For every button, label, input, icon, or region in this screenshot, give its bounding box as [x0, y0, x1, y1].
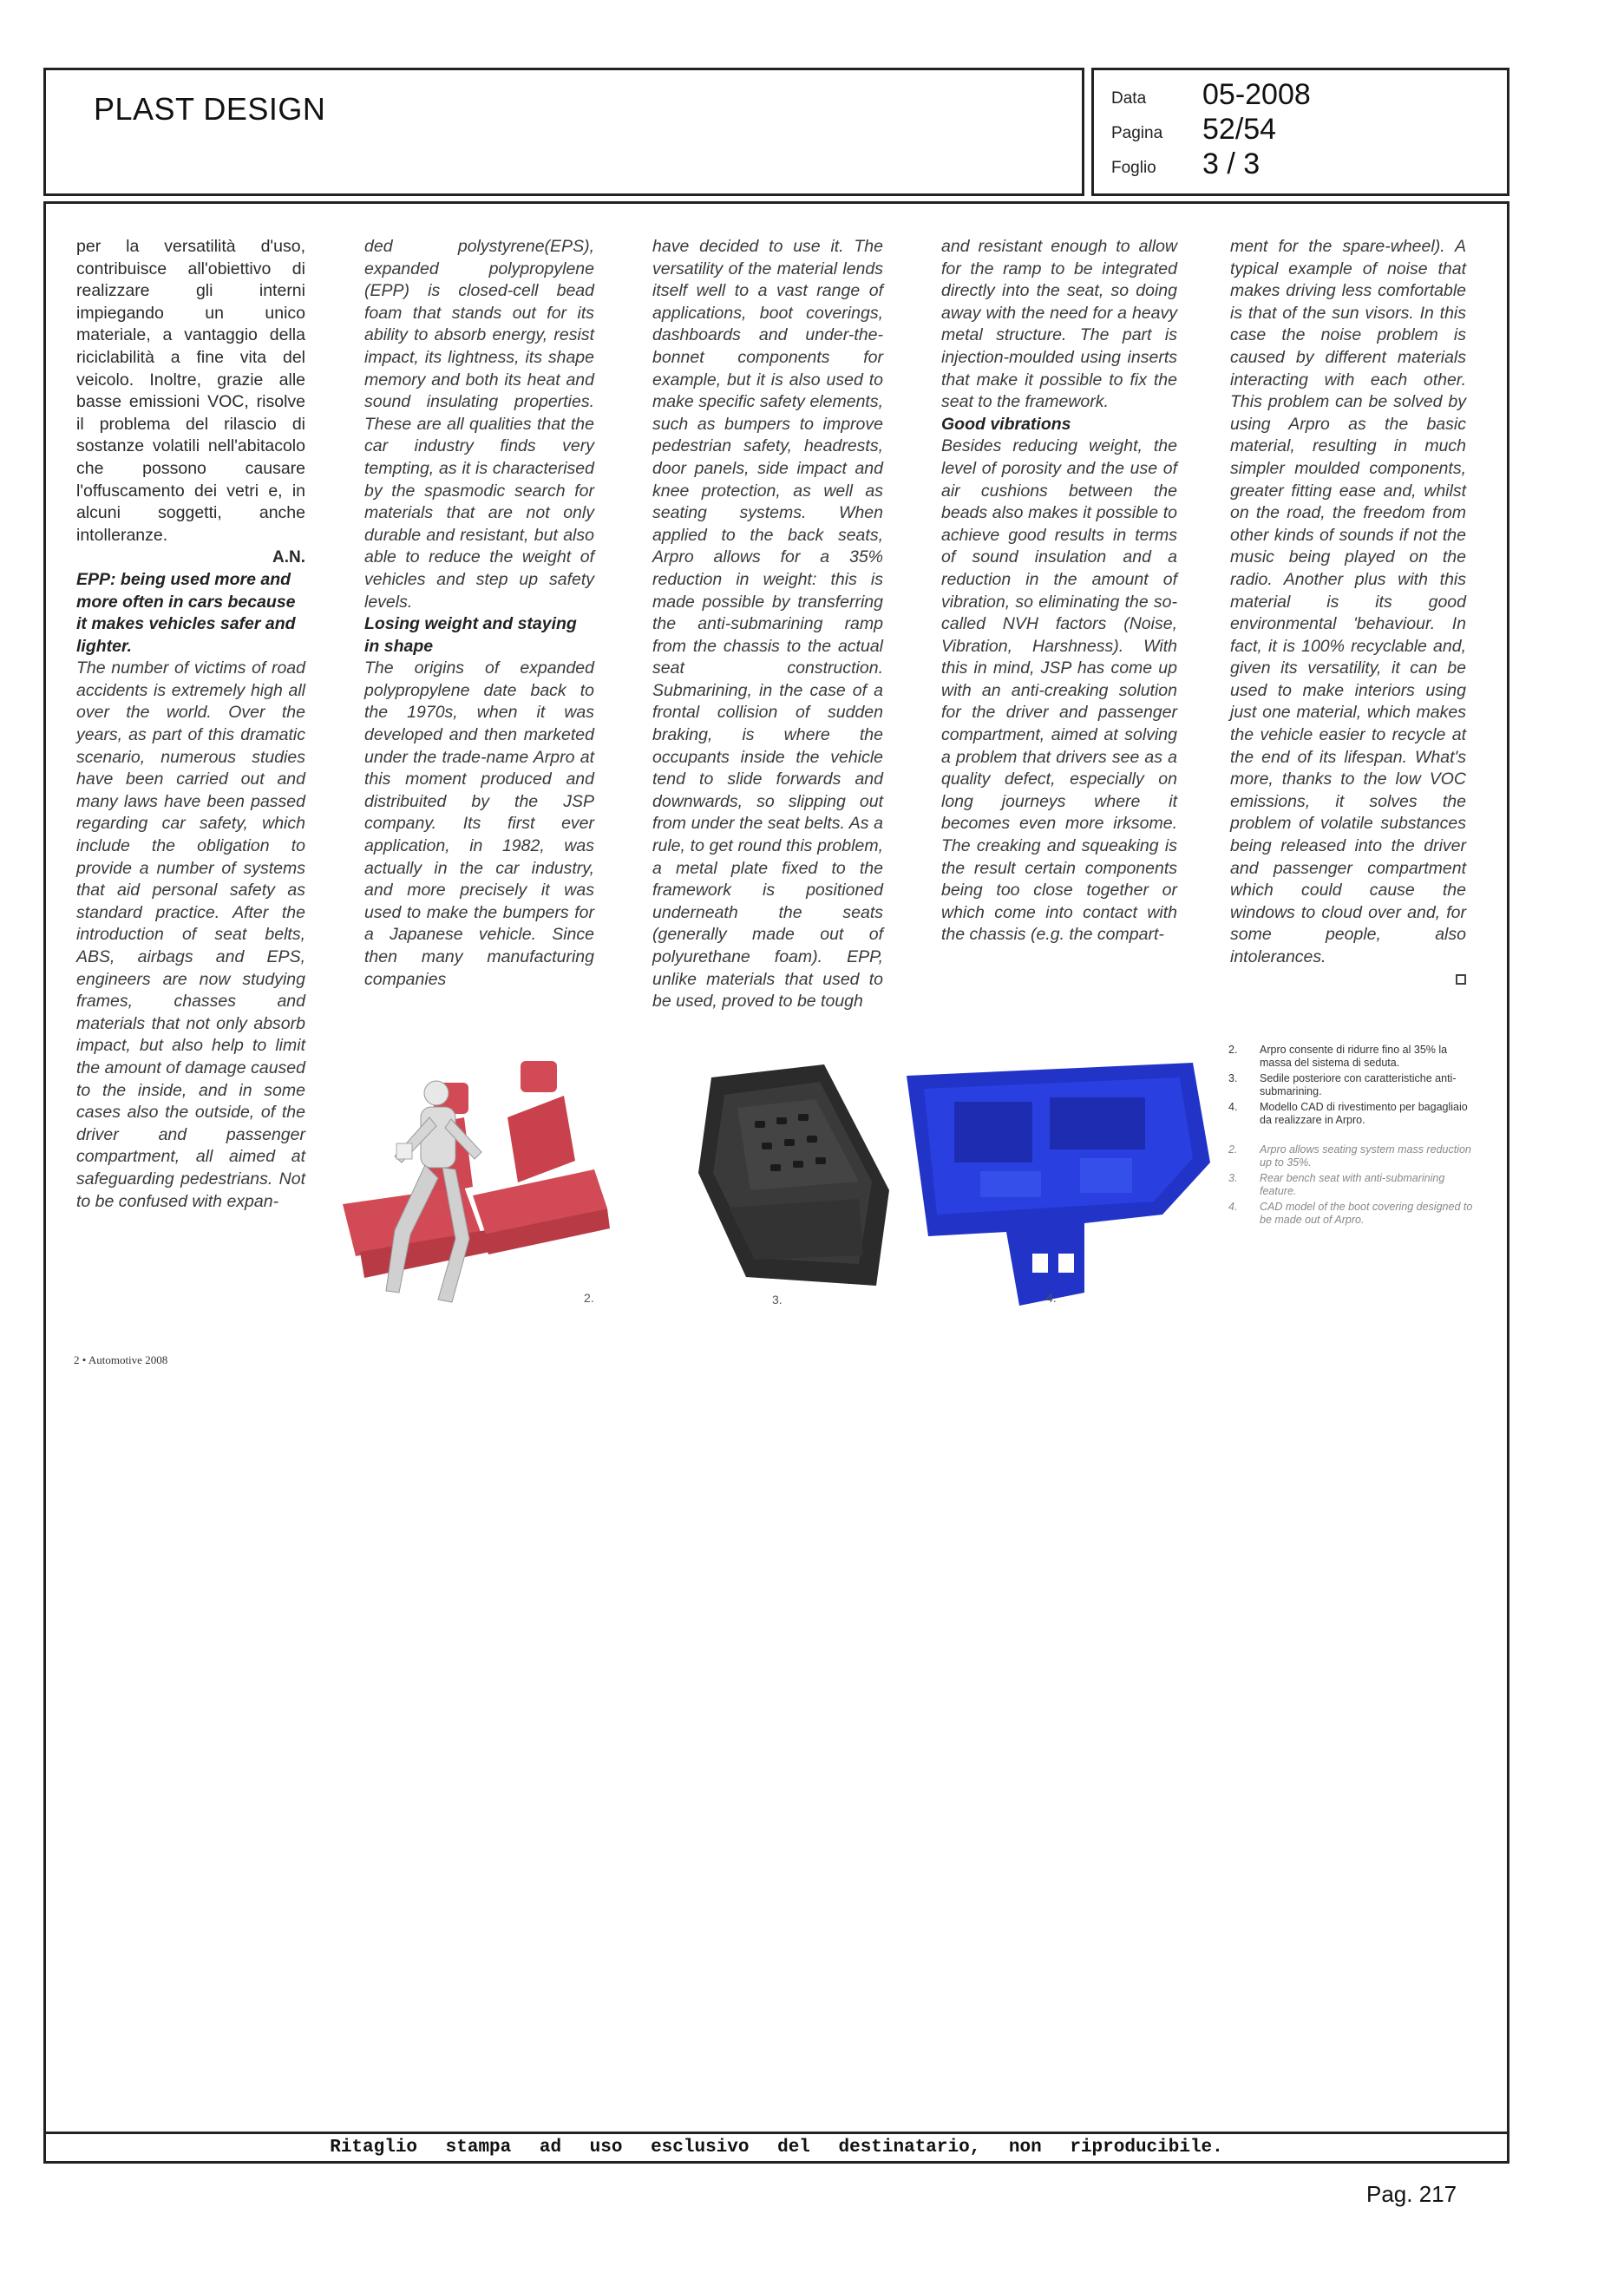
caption-it-4: 4. Modello CAD di rivestimento per bagagliaio da realizzare in Arpro.	[1228, 1101, 1468, 1126]
page-label: Pagina	[1111, 124, 1163, 142]
figure-4-number: 4.	[1046, 1291, 1057, 1305]
italian-paragraph: per la versatilità d'uso, contribuisce all'obiettivo di realizzare gli interni impiegando un unico materiale, a vantaggio della riciclabilità a fine vita del veicolo. Inoltre, grazie alle basse emissioni VOC, risolve il problema del rilascio di sostanze volatili nell'abitacolo che possono causare l'offuscamento dei vetri e, in alcuni soggetti, anche intolleranze.	[76, 237, 305, 545]
col1-paragraph: The number of victims of road accidents is extremely high all over the world. Over the years, as part of this dramatic scenario, numerous studies have been carried out and many laws have been passed regarding car safety, which include the obligation to provide a number of systems that aid personal safety as standard practice. After the introduction of seat belts, ABS, airbags and EPS, engineers are now studying frames, chasses and materials that not only absorb impact, but also help to limit the amount of damage caused to the inside, and in some cases also the outside, of the driver and passenger compartment, all aimed at safeguarding pedestrians. Not to be confused with expan-	[76, 658, 305, 1211]
col5-paragraph: ment for the spare-wheel). A typical example of noise that makes driving less comfortable is that of the sun visors. In this case the noise problem is caused by different materials interacting with each other. This problem can be solved by using Arpro as the basic material, resulting in much simpler moulded components, greater fitting ease and, whilst on the road, the freedom from other kinds of sounds if not the music being played on the radio. Another plus with this material is its good environmental 'behaviour. In fact, it is 100% recyclable and, given its versatility, it can be used to make interiors using just one material, which makes the vehicle easier to recycle at the end of its lifespan. What's more, thanks to the low VOC emissions, it solves the problem of volatile substances being released into the driver and passenger compartment which could cause the windows to cloud over and, for some people, also intolerances.	[1230, 237, 1466, 966]
sheet-value: 3 / 3	[1202, 147, 1261, 180]
article-column-4	[941, 236, 1177, 946]
article-column-1	[76, 236, 305, 1213]
section-heading-losing-weight: Losing weight and staying in shape	[364, 614, 577, 656]
caption-it-3: 3. Sedile posteriore con caratteristiche anti-submarining.	[1228, 1072, 1457, 1097]
figure-3	[694, 1060, 895, 1312]
end-of-article-icon	[1456, 974, 1466, 985]
header-meta-box	[1091, 68, 1509, 196]
figure-4	[902, 1058, 1213, 1312]
col2-paragraph-1: ded polystyrene(EPS), expanded polypropylene (EPP) is closed-cell bead foam that stands out for its ability to absorb energy, resist impact, its lightness, its shape memory and both its heat and sound insulating properties. These are all qualities that the car industry finds very tempting, as it is characterised by the spasmodic search for materials that are not only durable and resistant, but also able to reduce the weight of vehicles and step up safety levels.	[364, 237, 594, 612]
col3-paragraph: have decided to use it. The versatility of the material lends itself well to a vast range of applications, boot coverings, dashboards and under-the-bonnet components for example, but it is also used to make specific safety elements, such as bumpers to improve pedestrian safety, headrests, door panels, side impact and knee protection, as well as seating systems. When applied to the back seats, Arpro allows for a 35% reduction in weight: this is made possible by transferring the anti-submarining ramp from the chassis to the actual seat construction. Submarining, in the case of a frontal collision of sudden braking, is where the occupants inside the vehicle tend to slide forwards and downwards, so slipping out from under the seat belts. As a rule, to get round this problem, a metal plate fixed to the framework is positioned underneath the seats (generally made out of polyurethane foam). EPP, unlike materials that used to be used, proved to be tough	[652, 237, 883, 1012]
figure-captions	[1223, 1044, 1477, 1229]
crash-test-dummy-seats-image	[334, 1057, 613, 1312]
blue-cad-model-image	[902, 1058, 1213, 1312]
article-column-5	[1230, 236, 1466, 991]
publication-title: PLAST DESIGN	[94, 91, 326, 127]
article-end	[1230, 969, 1466, 992]
clipping-notice-bar	[43, 2132, 1509, 2164]
date-label: Data	[1111, 89, 1147, 108]
date-value: 05-2008	[1202, 78, 1311, 111]
english-subtitle: EPP: being used more and more often in cars because it makes vehicles safer and lighter.	[76, 569, 296, 656]
author-signature: A.N.	[272, 548, 305, 567]
figure-3-number: 3.	[772, 1293, 783, 1306]
article-column-2	[364, 236, 594, 991]
meta-date	[1111, 77, 1493, 112]
meta-sheet	[1111, 147, 1493, 181]
figure-2-number: 2.	[584, 1291, 594, 1305]
col4-paragraph-2: Besides reducing weight, the level of porosity and the use of air cushions between the beads also makes it possible to achieve good results in terms of sound insulation and a reduction in the amount of vibration, so eliminating the so-called NVH factors (Noise, Vibration, Harshness). With this in mind, JSP has come up with an anti-creaking solution for the driver and passenger compartment, aimed at solving a problem that drivers see as a quality defect, especially on long journeys where it becomes even more irksome. The creaking and squeaking is the result certain components being too close together or which come into contact with the chassis (e.g. the compart-	[941, 436, 1177, 945]
section-heading-good-vibrations: Good vibrations	[941, 414, 1071, 434]
caption-en-4: 4. CAD model of the boot covering designed to be made out of Arpro.	[1228, 1201, 1473, 1226]
caption-it-2: 2. Arpro consente di ridurre fino al 35% la massa del sistema di seduta.	[1228, 1044, 1448, 1069]
black-epp-part-image	[694, 1060, 895, 1287]
meta-page	[1111, 112, 1493, 147]
page-number: Pag. 217	[1366, 2181, 1457, 2207]
figure-2	[334, 1057, 613, 1312]
caption-en-2: 2. Arpro allows seating system mass reduction up to 35%.	[1228, 1143, 1471, 1169]
col2-paragraph-2: The origins of expanded polypropylene date back to the 1970s, when it was developed and then marketed under the trade-name Arpro at this moment produced and distribuited by the JSP company. Its first ever application, in 1982, was actually in the car industry, and more precisely it was used to make the bumpers for a Japanese vehicle. Since then many manufacturing companies	[364, 658, 594, 989]
article-column-3	[652, 236, 883, 1013]
clipping-notice: Ritaglio stampa ad uso esclusivo del destinatario, non riproducibile.	[330, 2138, 1223, 2158]
caption-en-3: 3. Rear bench seat with anti-submarining feature.	[1228, 1172, 1445, 1197]
header-publication-box	[43, 68, 1084, 196]
page-value: 52/54	[1202, 113, 1277, 146]
col4-paragraph-1: and resistant enough to allow for the ramp to be integrated directly into the seat, so doing away with the need for a heavy metal structure. The part is injection-moulded using inserts that make it possible to fix the seat to the framework.	[941, 237, 1177, 412]
source-note: 2 • Automotive 2008	[74, 1353, 168, 1366]
sheet-label: Foglio	[1111, 159, 1156, 177]
